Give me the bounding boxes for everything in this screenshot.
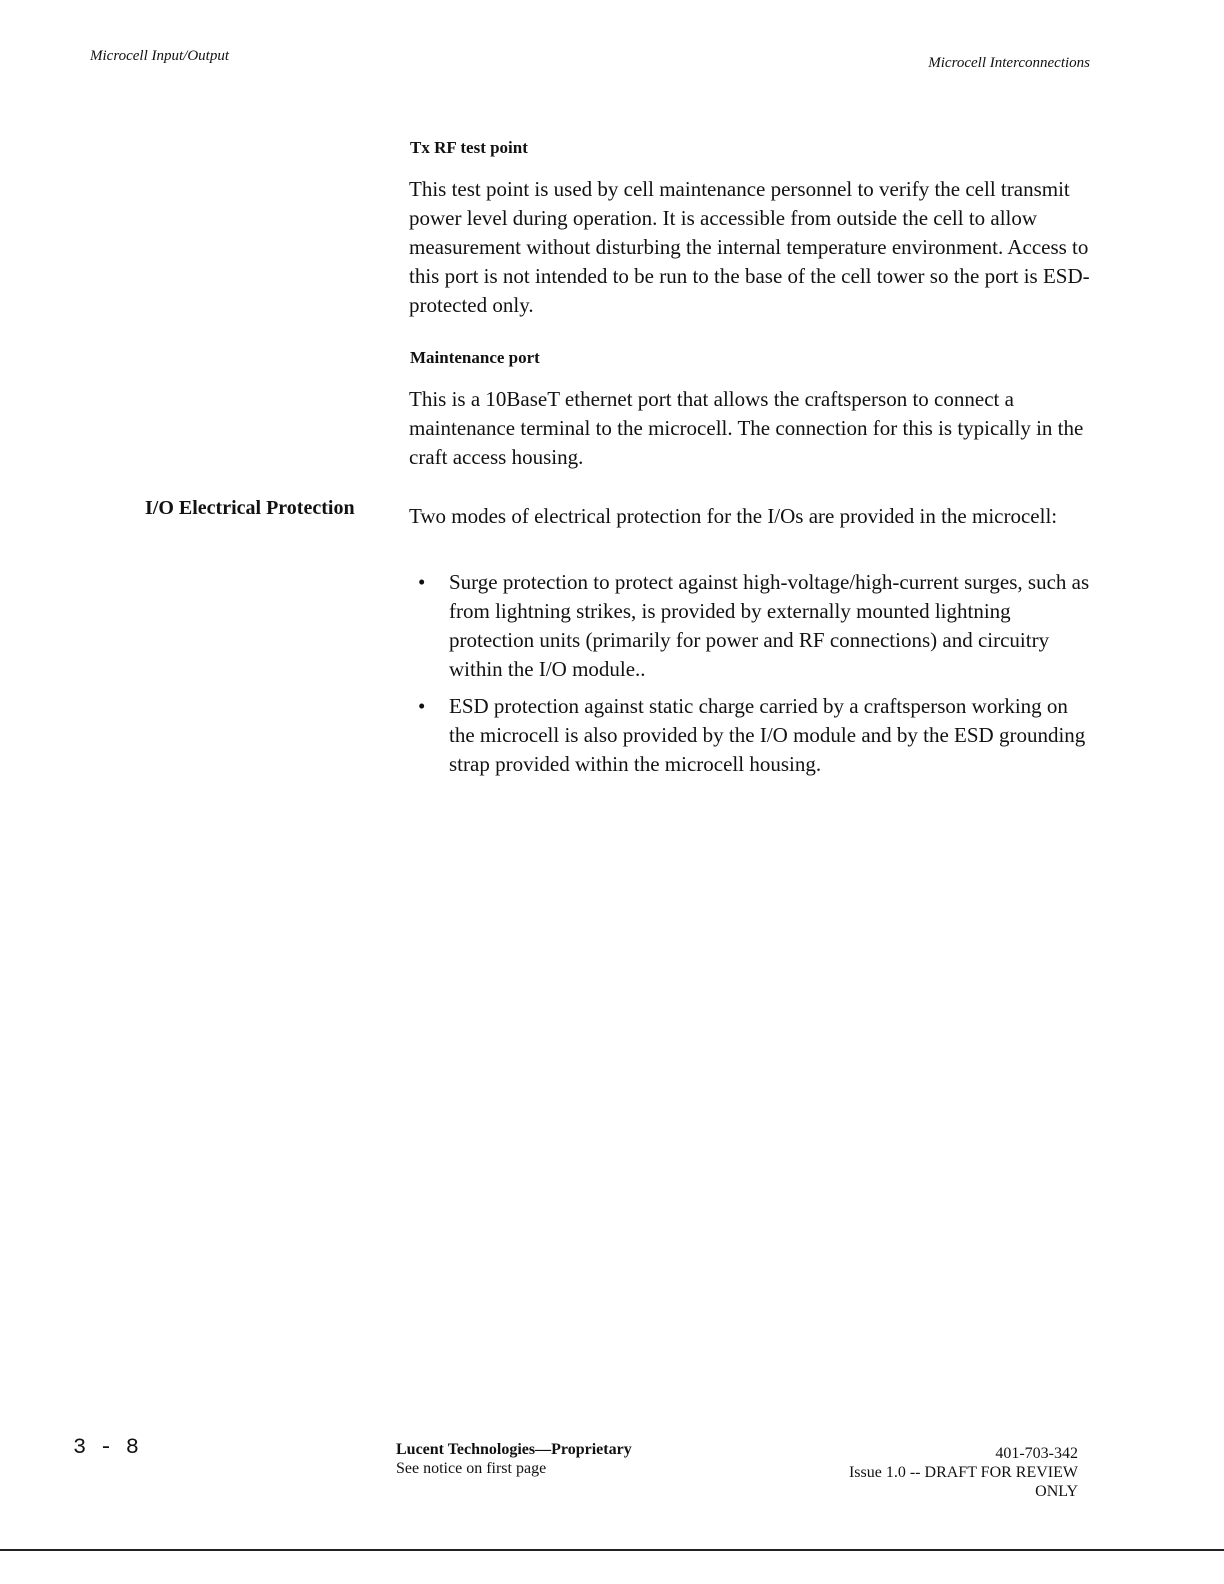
bullet-icon: • xyxy=(418,570,426,594)
footer-company: Lucent Technologies—Proprietary xyxy=(396,1441,632,1458)
bottom-rule xyxy=(0,1549,1224,1551)
page-number: 3 - 8 xyxy=(73,1435,140,1460)
list-item xyxy=(415,692,1095,779)
protection-modes-list xyxy=(415,568,1095,787)
footer-document-info xyxy=(849,1444,1078,1501)
running-header-right: Microcell Interconnections xyxy=(928,55,1090,71)
io-electrical-protection-heading: I/O Electrical Protection xyxy=(145,497,355,519)
list-item xyxy=(415,568,1095,684)
footer-issue-suffix: ONLY xyxy=(1035,1483,1078,1500)
footer-doc-number: 401-703-342 xyxy=(995,1445,1078,1462)
tx-rf-test-point-body: This test point is used by cell maintenance personnel to verify the cell transmit power level during operation. It is accessible from outside the cell to allow measurement without disturbing the internal temperature environment. Access to this port is not intended to be run to the base of the cell tower so the port is ESD-protected only. xyxy=(409,177,1090,317)
footer-notice: See notice on first page xyxy=(396,1460,547,1477)
tx-rf-test-point-heading: Tx RF test point xyxy=(410,138,528,157)
bullet-icon: • xyxy=(418,694,426,718)
maintenance-port-heading: Maintenance port xyxy=(410,348,540,367)
maintenance-port-body: This is a 10BaseT ethernet port that allows the craftsperson to connect a maintenance terminal to the microcell. The connection for this is typically in the craft access housing. xyxy=(409,387,1084,469)
footer-proprietary-notice xyxy=(396,1440,632,1478)
surge-protection-text: Surge protection to protect against high-voltage/high-current surges, such as from lightning strikes, is provided by externally mounted lightning protection units (primarily for power and RF connections) and circuitry within the I/O module.. xyxy=(449,570,1090,681)
esd-protection-text: ESD protection against static charge carried by a craftsperson working on the microcell is also provided by the I/O module and by the ESD grounding strap provided within the microcell housing. xyxy=(449,694,1086,776)
io-electrical-protection-intro: Two modes of electrical protection for the I/Os are provided in the microcell: xyxy=(409,504,1058,528)
footer-issue: Issue 1.0 -- DRAFT FOR REVIEW xyxy=(848,1464,1078,1481)
running-header-left: Microcell Input/Output xyxy=(90,48,229,64)
